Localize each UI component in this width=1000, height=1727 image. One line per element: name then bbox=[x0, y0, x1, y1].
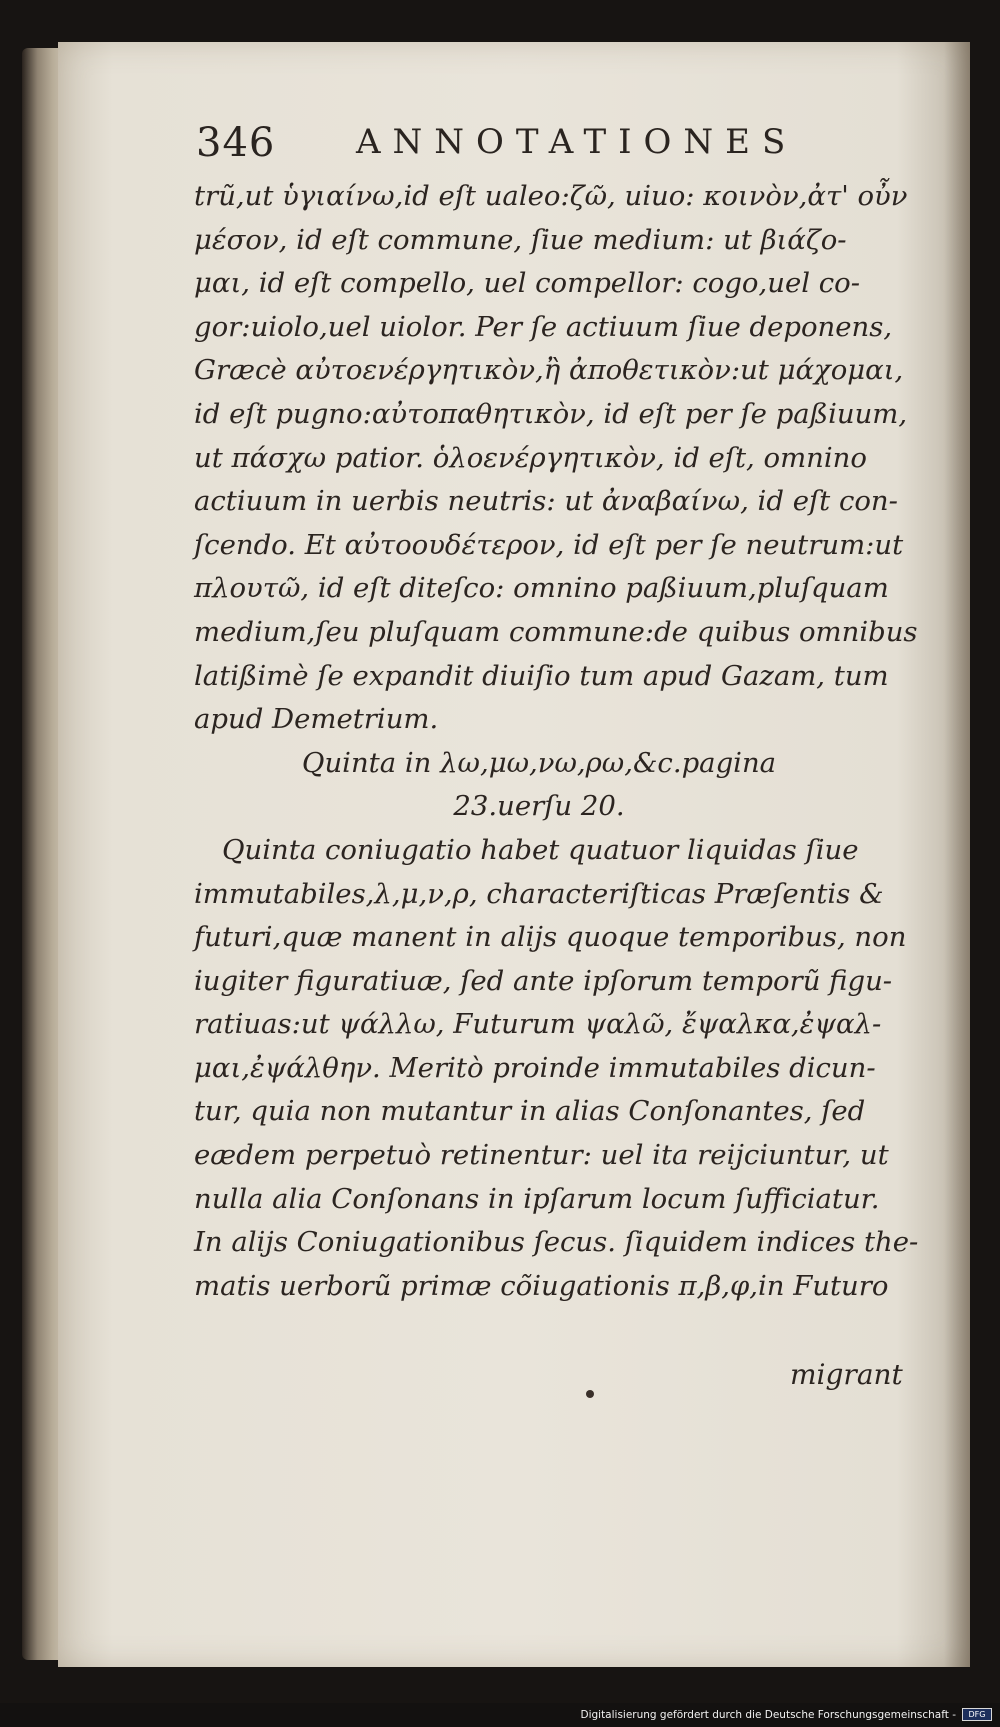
text-line: futuri,quæ manent in alijs quoque temporibus, non bbox=[194, 921, 907, 954]
text-line: matis uerborũ primæ cõiugationis π,β,φ,in Futuro bbox=[194, 1269, 889, 1302]
text-line: iugiter figuratiuæ, ſed ante ipſorum temporũ figu- bbox=[194, 964, 893, 997]
text-line: id eſt pugno:αὐτοπαθητικὸν, id eſt per ſe paßiuum, bbox=[194, 397, 908, 430]
ink-spot bbox=[586, 1390, 594, 1398]
text-line: πλουτῶ, id eſt diteſco: omnino paßiuum,pluſquam bbox=[194, 572, 889, 605]
text-line: ut πάσχω patior. ὁλοενέργητικὸν, id eſt, omnino bbox=[194, 441, 867, 474]
running-title: ANNOTATIONES bbox=[356, 122, 798, 162]
dfg-logo-icon: DFG bbox=[962, 1708, 992, 1721]
section-heading: Quinta in λω,μω,νω,ρω,&c.pagina bbox=[301, 746, 777, 779]
footer-credit: Digitalisierung gefördert durch die Deutsche Forschungsgemeinschaft - bbox=[580, 1709, 956, 1721]
gutter-shadow bbox=[944, 42, 970, 1667]
section-heading-reference: 23.uerſu 20. bbox=[453, 790, 625, 823]
page-number: 346 bbox=[196, 120, 276, 166]
text-line: gor:uiolo,uel uiolor. Per ſe actiuum ſiue deponens, bbox=[194, 310, 893, 343]
text-line: tur, quia non mutantur in alias Conſonantes, ſed bbox=[194, 1095, 866, 1128]
text-line: μαι, id eſt compello, uel compellor: cogo,uel co- bbox=[194, 267, 861, 300]
text-line: latißimè ſe expandit diuiſio tum apud Gazam, tum bbox=[194, 659, 889, 692]
page-header bbox=[196, 120, 856, 172]
text-line: nulla alia Conſonans in ipſarum locum ſufficiatur. bbox=[194, 1182, 880, 1215]
text-line: μαι,ἐψάλθην. Meritò proinde immutabiles dicun- bbox=[194, 1051, 876, 1084]
text-line: Græcè αὐτοενέργητικὸν,ἢ ἀποθετικὸν:ut μάχομαι, bbox=[194, 354, 904, 387]
text-line: eædem perpetuò retinentur: uel ita reijciuntur, ut bbox=[194, 1139, 889, 1172]
text-line: immutabiles,λ,μ,ν,ρ, characteriſticas Præſentis & bbox=[194, 877, 884, 910]
text-line: ſcendo. Et αὐτοουδέτερον, id eſt per ſe neutrum:ut bbox=[194, 528, 904, 561]
text-line: ratiuas:ut ψάλλω, Futurum ψαλῶ, ἔψαλκα,ἐψαλ- bbox=[194, 1008, 882, 1041]
text-line: μέσον, id eſt commune, ſiue medium: ut βιάζο- bbox=[194, 223, 847, 256]
body-text bbox=[194, 175, 919, 1308]
text-line: trũ,ut ὑγιαίνω,id eſt ualeo:ζῶ, uiuo: κοινὸν,ἀτ' οὖν bbox=[194, 180, 908, 212]
text-line: In alijs Coniugationibus ſecus. ſiquidem indices the- bbox=[194, 1226, 919, 1259]
text-line: actiuum in uerbis neutris: ut ἀναβαίνω, id eſt con- bbox=[194, 485, 898, 518]
text-line: Quinta coniugatio habet quatuor liquidas ſiue bbox=[222, 833, 859, 866]
text-line: medium,ſeu pluſquam commune:de quibus omnibus bbox=[194, 615, 918, 648]
catchword: migrant bbox=[790, 1358, 903, 1391]
text-line: apud Demetrium. bbox=[194, 703, 439, 736]
